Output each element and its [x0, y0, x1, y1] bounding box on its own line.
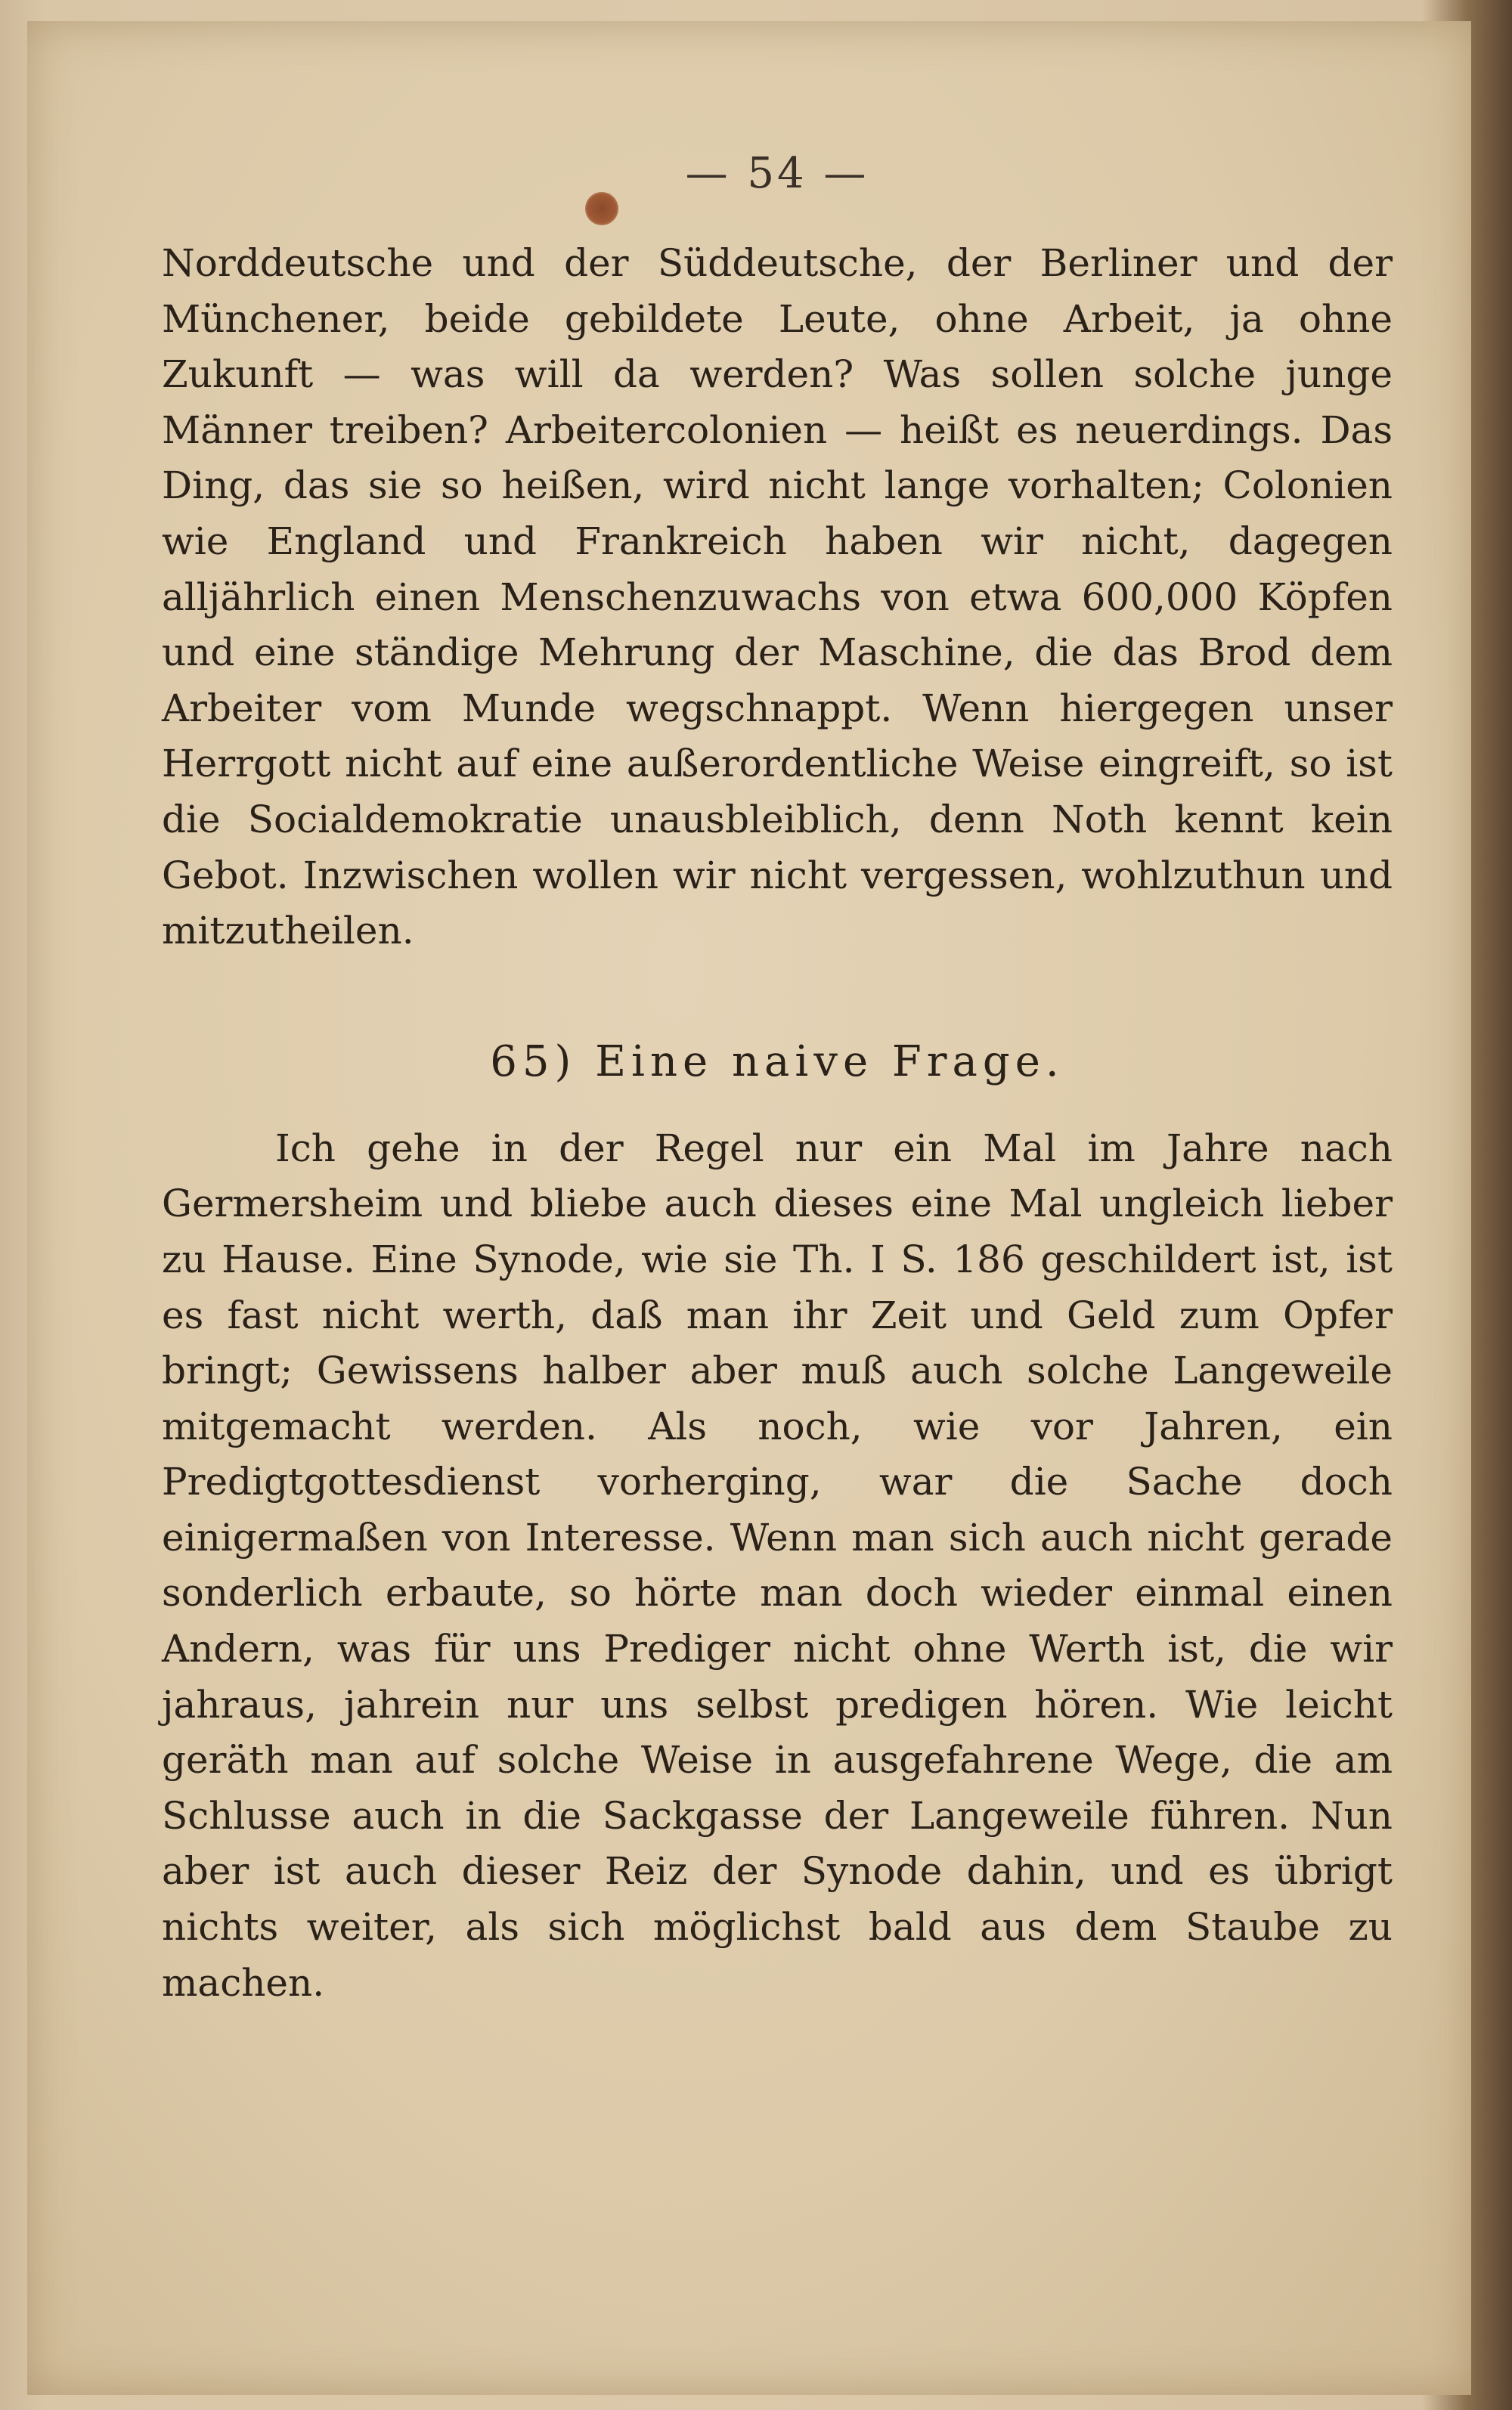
page-text-block [162, 151, 1393, 2011]
section-heading: 65) Eine naive Frage. [490, 1036, 1064, 1086]
section-paragraph: Ich gehe in der Regel nur ein Mal im Jahre nach Germersheim und bliebe auch dieses eine Mal ungleich lieber zu Hause. Eine Synode, wie sie Th. I S. 186 geschildert ist, ist es fast nicht werth, daß man ihr Zeit und Geld zum Opfer bringt; Gewissens halber aber muß auch solche Langeweile mitgemacht werden. Als noch, wie vor Jahren, ein Predigtgottesdienst vorherging, war die Sache doch einigermaßen von Interesse. Wenn man sich auch nicht gerade sonderlich erbaute, so hörte man doch wieder einmal einen Andern, was für uns Prediger nicht ohne Werth ist, die wir jahraus, jahrein nur uns selbst predigen hören. Wie leicht geräth man auf solche Weise in ausgefahrene Wege, die am Schlusse auch in die Sackgasse der Langeweile führen. Nun aber ist auch dieser Reiz der Synode dahin, und es übrigt nichts weiter, als sich möglichst bald aus dem Staube zu machen. [162, 1126, 1393, 2005]
continued-paragraph: Norddeutsche und der Süddeutsche, der Berliner und der Münchener, beide gebildete Leute, ohne Arbeit, ja ohne Zukunft — was will da werden? Was sollen solche junge Männer treiben? Arbeitercolonien — heißt es neuerdings. Das Ding, das sie so heißen, wird nicht lange vorhalten; Colonien wie England und Frankreich haben wir nicht, dagegen alljährlich einen Menschenzuwachs von etwa 600,000 Köpfen und eine ständige Mehrung der Maschine, die das Brod dem Arbeiter vom Munde wegschnappt. Wenn hiergegen unser Herrgott nicht auf eine außerordentliche Weise eingreift, so ist die Socialdemokratie unausbleiblich, denn Noth kennt kein Gebot. Inzwischen wollen wir nicht vergessen, wohlzuthun und mitzutheilen. [162, 241, 1393, 953]
page-number: — 54 — [685, 149, 869, 198]
